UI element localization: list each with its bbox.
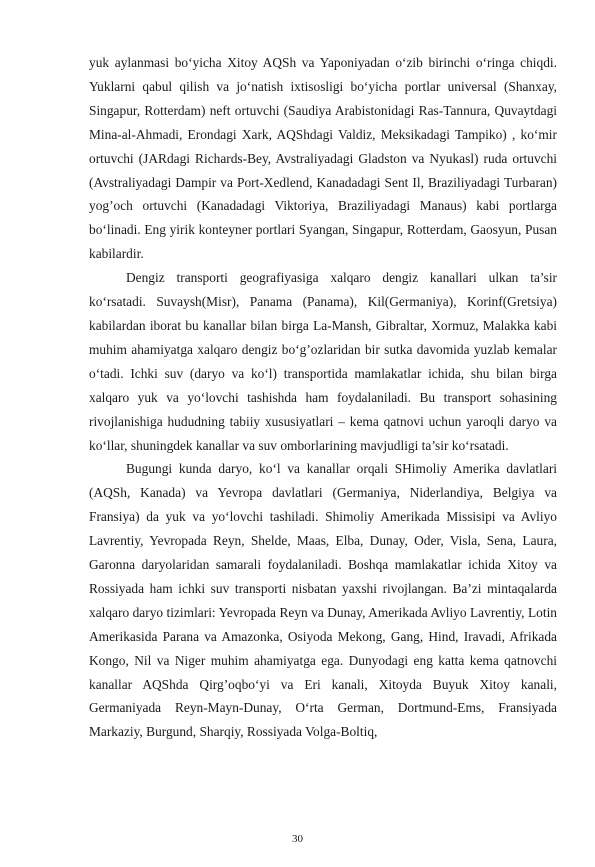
page-number: 30 [292, 833, 303, 845]
paragraph-inland-waterways: Bugungi kunda daryo, ko‘l va kanallar orqali SHimoliy Amerika davlatlari (AQSh, Kanada) va Yevropa davlatlari (Germaniya, Niderlandiya, Belgiya va Fransiya) da yuk va yo‘lovchi tashiladi. Shimoliy Amerikada Missisipi va Avliyo Lavrentiy, Yevropada Reyn, Shelde, Maas, Elba, Dunay, Oder, Visla, Sena, Laura, Garonna daryolaridan samarali foydalaniladi. Boshqa mamlakatlar ichida Xitoy va Rossiyada ham ichki suv transporti nisbatan yaxshi rivojlangan. Ba’zi mintaqalarda xalqaro daryo tizimlari: Yevropada Reyn va Dunay, Amerikada Avliyo Lavrentiy, Lotin Amerikasida Parana va Amazonka, Osiyoda Mekong, Gang, Hind, Iravadi, Afrikada Kongo, Nil va Niger muhim ahamiyatga ega. Dunyodagi eng katta kema qatnovchi kanallar AQShda Qirg’oqbo‘yi va Eri kanali, Xitoyda Buyuk Xitoy kanali, Germaniyada Reyn-Mayn-Dunay, O‘rta German, Dortmund-Ems, Fransiyada Markaziy, Burgund, Sharqiy, Rossiyada Volga-Boltiq, [89, 461, 557, 740]
paragraph-ports: yuk aylanmasi bo‘yicha Xitoy AQSh va Yaponiyadan o‘zib birinchi o‘ringa chiqdi. Yuklarni qabul qilish va jo‘natish ixtisosligi bo‘yicha portlar universal (Shanxay, Singapur, Rotterdam) neft ortuvchi (Saudiya Arabistonidagi Ras-Tannura, Quvaytdagi Mina-al-Ahmadi, Erondagi Xark, AQShdagi Valdiz, Meksikadagi Tampiko) , ko‘mir ortuvchi (JARdagi Richards-Bey, Avstraliyadagi Gladston va Nyukasl) ruda ortuvchi (Avstraliyadagi Dampir va Port-Xedlend, Kanadadagi Sent Il, Braziliyadagi Turbaran) yog’och ortuvchi (Kanadadagi Viktoriya, Braziliyadagi Manaus) kabi portlarga bo‘linadi. Eng yirik konteyner portlari Syangan, Singapur, Rotterdam, Gaosyun, Pusan kabilardir. [89, 55, 557, 262]
body-text [89, 51, 557, 744]
paragraph-sea-canals: Dengiz transporti geografiyasiga xalqaro dengiz kanallari ulkan ta’sir ko‘rsatadi. Suvaysh(Misr), Panama (Panama), Kil(Germaniya), Korinf(Gretsiya) kabilardan iborat bu kanallar bilan birga La-Mansh, Gibraltar, Xormuz, Malakka kabi muhim ahamiyatga xalqaro dengiz bo‘g’ozlaridan bir sutka davomida yuzlab kemalar o‘tadi. Ichki suv (daryo va ko‘l) transportida mamlakatlar ichida, shu bilan birga xalqaro yuk va yo‘lovchi tashishda ham foydalaniladi. Bu transport sohasining rivojlanishiga hududning tabiiy xususiyatlari – kema qatnovi uchun yaroqli daryo va ko‘llar, shuningdek kanallar va suv omborlarining mavjudligi ta’sir ko‘rsatadi. [89, 270, 557, 453]
